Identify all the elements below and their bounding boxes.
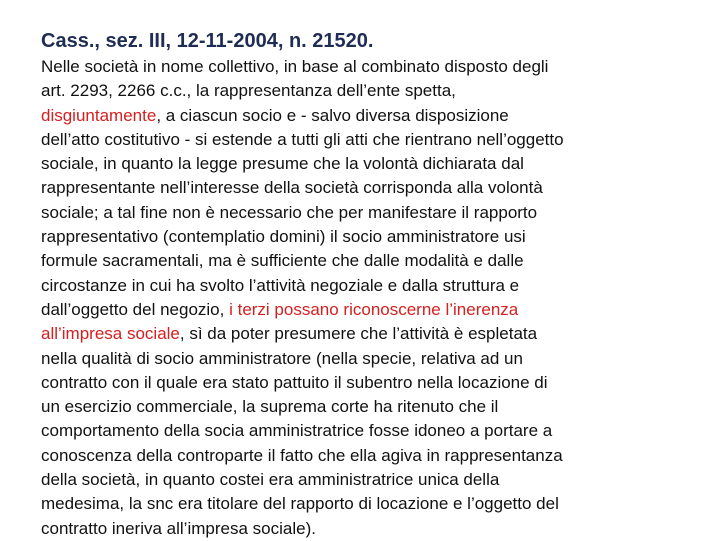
- text-line-14: contratto con il quale era stato pattuito il subentro nella locazione di: [41, 372, 548, 392]
- text-line-19: medesima, la snc era titolare del rapporto di locazione e l’oggetto del: [41, 494, 559, 514]
- text-line-11: [41, 298, 681, 322]
- text-line-6: rappresentante nell’interesse della società corrisponda alla volontà: [41, 178, 543, 198]
- body-paragraph: [41, 55, 681, 541]
- text-line-18: della società, in quanto costei era amministratrice unica della: [41, 470, 500, 490]
- text-line-3: [41, 104, 681, 128]
- text-line-4: dell’atto costitutivo - si estende a tutti gli atti che rientrano nell’oggetto: [41, 129, 564, 149]
- text-line-10: circostanze in cui ha svolto l’attività negoziale e dalla struttura e: [41, 275, 520, 295]
- text-line-7: sociale; a tal fine non è necessario che per manifestare il rapporto: [41, 202, 538, 222]
- page-title: Cass., sez. III, 12-11-2004, n. 21520.: [41, 30, 374, 52]
- text-line-9: formule sacramentali, ma è sufficiente che dalle modalità e dalle: [41, 251, 524, 271]
- highlight-disgiuntamente: disgiuntamente: [41, 105, 157, 125]
- highlight-terzi: i terzi possano riconoscerne l’inerenza: [229, 299, 519, 319]
- text-line-2: art. 2293, 2266 c.c., la rappresentanza dell’ente spetta,: [41, 81, 456, 101]
- text-line-8: rappresentativo (contemplatio domini) il socio amministratore usi: [41, 227, 526, 247]
- text-line-1: Nelle società in nome collettivo, in base al combinato disposto degli: [41, 57, 549, 76]
- text-line-3-rest: , a ciascun socio e - salvo diversa disposizione: [156, 105, 509, 125]
- text-line-5: sociale, in quanto la legge presume che la volontà dichiarata dal: [41, 154, 524, 174]
- text-line-12: [41, 322, 681, 346]
- text-line-12-rest: , sì da poter presumere che l’attività è espletata: [179, 324, 538, 344]
- highlight-impresa-sociale: all’impresa sociale: [41, 324, 180, 344]
- text-line-15: un esercizio commerciale, la suprema corte ha ritenuto che il: [41, 397, 499, 417]
- text-line-16: comportamento della socia amministratrice fosse idoneo a portare a: [41, 421, 553, 441]
- text-line-11-pre: dall’oggetto del negozio,: [41, 299, 230, 319]
- text-line-13: nella qualità di socio amministratore (nella specie, relativa ad un: [41, 348, 523, 368]
- text-line-20: contratto ineriva all’impresa sociale).: [41, 518, 316, 538]
- text-line-17: conoscenza della controparte il fatto che ella agiva in rappresentanza: [41, 445, 563, 465]
